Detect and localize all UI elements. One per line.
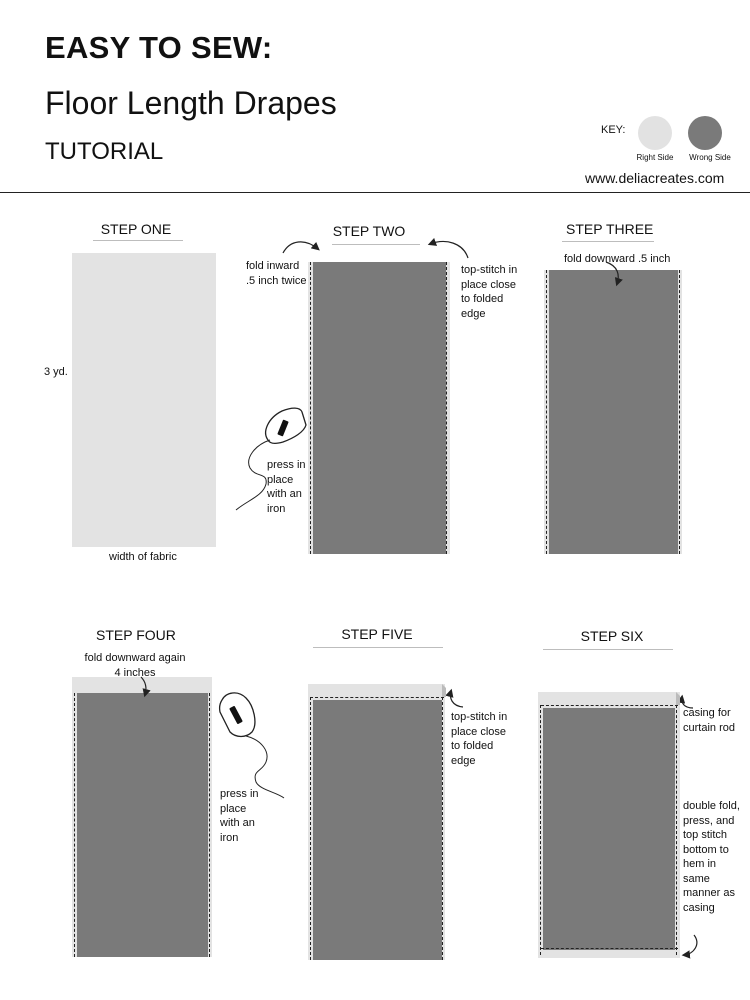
fold-again-line2: 4 inches	[114, 666, 156, 679]
right-side-swatch	[638, 116, 672, 150]
fold-inward-note: fold inward .5 inch twice	[246, 260, 307, 287]
page-title: EASY TO SEW:	[45, 30, 273, 65]
step-six-title: STEP SIX	[580, 628, 644, 644]
step-five-title: STEP FIVE	[341, 626, 413, 642]
stitch-line-left	[546, 270, 547, 554]
casing-stitch-line	[541, 705, 678, 706]
stitch-line-top	[310, 697, 444, 698]
stitch-line-right	[679, 270, 680, 554]
fabric-wrong-side	[313, 262, 446, 554]
stitch-line-left	[74, 693, 75, 957]
fabric-wrong-side	[77, 693, 208, 957]
page-kind: TUTORIAL	[45, 138, 164, 165]
width-label: width of fabric	[109, 551, 177, 563]
stitch-line-left	[540, 705, 541, 955]
press-note: press in place with an iron	[267, 459, 306, 515]
fold-again-note	[76, 651, 194, 680]
site-url[interactable]: www.deliacreates.com	[585, 170, 725, 186]
top-stitch-note: top-stitch in place close to folded edge	[451, 711, 508, 767]
key-label: KEY:	[601, 124, 626, 136]
stitch-line-left	[310, 262, 311, 554]
casing-note: casing for curtain rod	[683, 707, 735, 734]
top-stitch-note: top-stitch in place close to folded edge	[461, 264, 518, 320]
fabric-wrong-side	[313, 700, 442, 960]
header-divider	[0, 192, 750, 193]
iron-icon	[220, 693, 284, 798]
step-six-underline	[543, 649, 673, 650]
step-three-title: STEP THREE	[566, 221, 654, 237]
stitch-line-right	[442, 697, 443, 960]
stitch-line-right	[676, 705, 677, 955]
fabric-wrong-side	[549, 270, 678, 554]
wrong-side-swatch	[688, 116, 722, 150]
step-four-title: STEP FOUR	[96, 627, 176, 643]
step-one-underline	[93, 240, 183, 241]
hem-stitch-line	[541, 948, 678, 949]
fold-arrow-icon	[450, 691, 463, 707]
fold-arrow-icon	[430, 242, 468, 258]
fabric-panel	[72, 253, 216, 547]
step-one-title: STEP ONE	[100, 221, 172, 237]
press-note: press in place with an iron	[220, 788, 259, 844]
stitch-line-left	[310, 697, 311, 960]
page-subtitle: Floor Length Drapes	[45, 85, 337, 121]
hem-note: double fold, press, and top stitch bottom to hem in same manner as casing	[683, 800, 740, 914]
step-five-underline	[313, 647, 443, 648]
wrong-side-label: Wrong Side	[689, 153, 731, 162]
fabric-wrong-side	[543, 708, 675, 950]
step-three-underline	[562, 241, 654, 242]
fold-again-line1: fold downward again	[84, 652, 186, 664]
fold-downward-note: fold downward .5 inch	[564, 253, 671, 265]
length-label: 3 yd.	[44, 366, 68, 378]
step-two-underline	[332, 244, 420, 245]
fold-arrow-icon	[684, 935, 697, 955]
stitch-line-right	[446, 262, 447, 554]
step-two-title: STEP TWO	[332, 223, 406, 239]
stitch-line-right	[209, 693, 210, 957]
right-side-label: Right Side	[636, 153, 674, 162]
fold-arrow-icon	[283, 242, 318, 253]
